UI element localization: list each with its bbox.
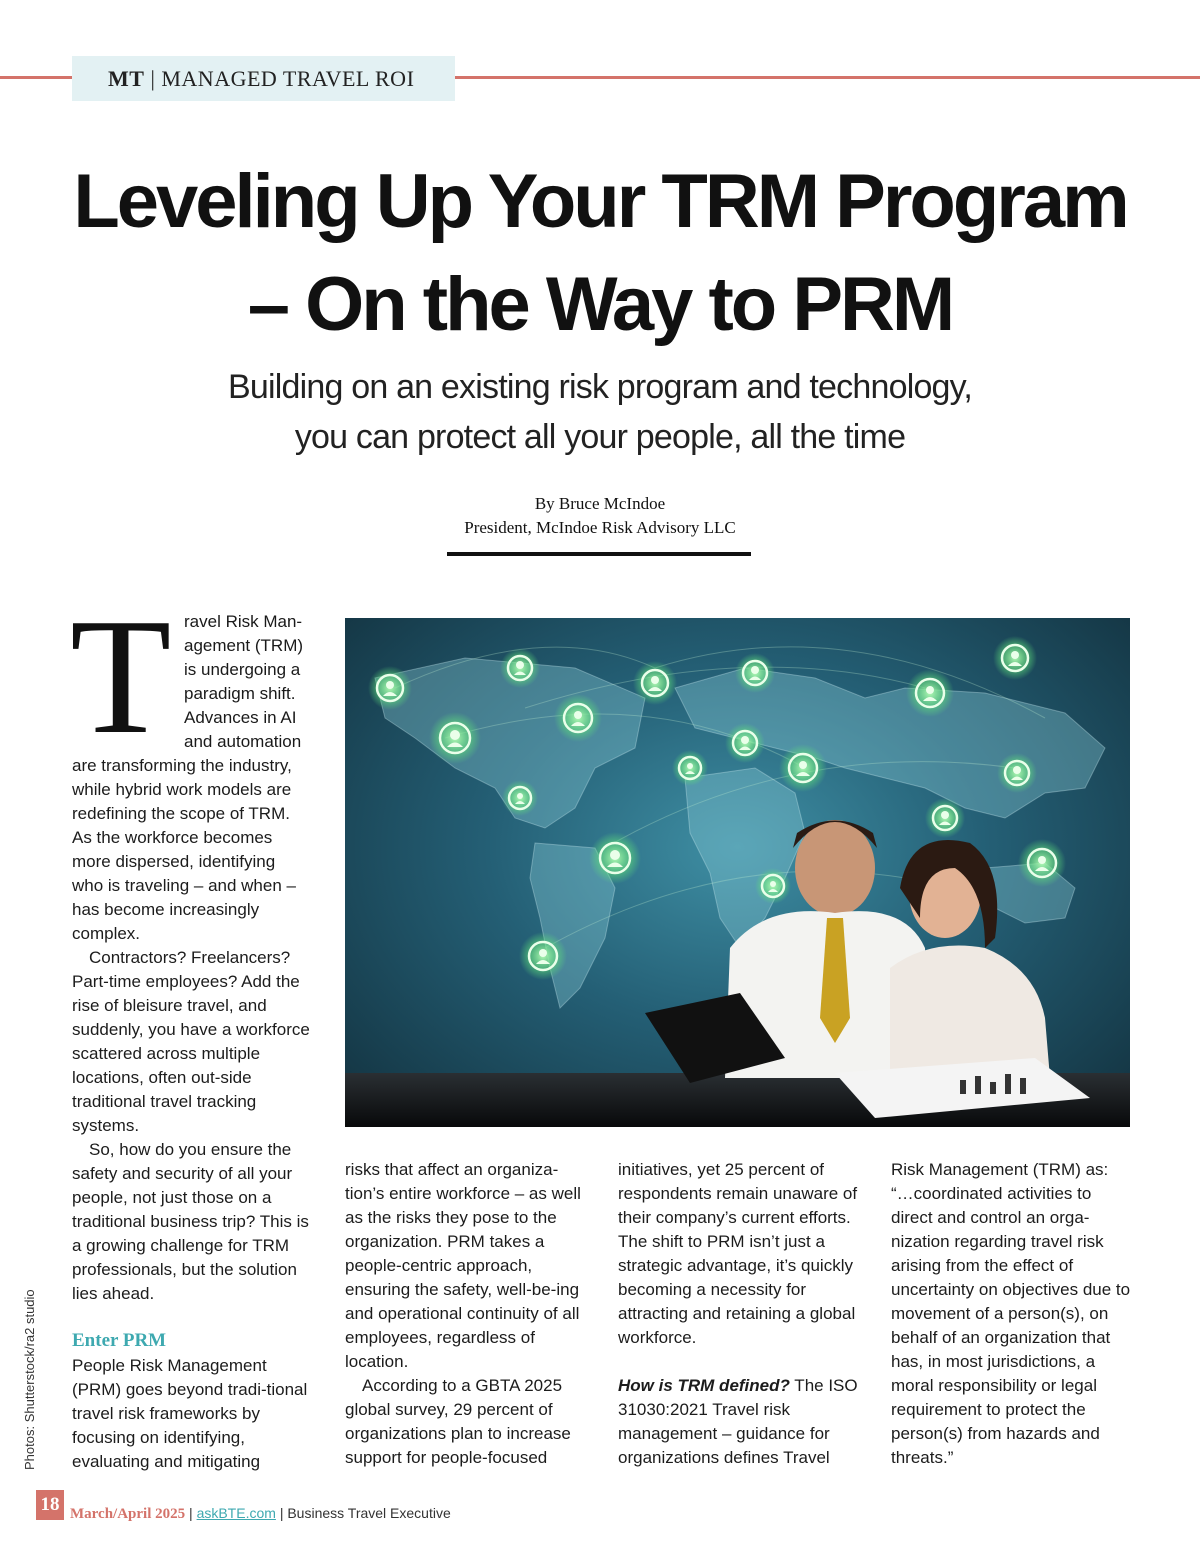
section-heading: Enter PRM [72,1330,167,1351]
title-line-1: Leveling Up Your TRM Program [73,159,1127,244]
column-2 [345,1158,585,1470]
photo-credit: Photos: Shutterstock/ra2 studio [22,1289,37,1470]
paragraph: are transforming the industry, while hybrid work models are redefining the scope of TRM. As the workforce becomes more dispersed, identifying who is traveling – and when – has become increasingly complex. [72,756,296,943]
footer-separator: | [189,1505,193,1521]
author-title: President, McIndoe Risk Advisory LLC [464,518,736,537]
section-name: MANAGED TRAVEL ROI [161,65,415,91]
paragraph: initiatives, yet 25 percent of respondents remain unaware of their company’s current efforts. The shift to PRM isn’t just a strategic advantage, it’s quickly becoming a necessity for attracting and retaining a global workforce. [618,1160,858,1347]
column-1 [72,754,310,1474]
world-map-illustration [345,618,1130,1127]
subtitle-line-1: Building on an existing risk program and technology, [227,368,972,406]
intro-line: paradigm shift. [184,684,296,703]
subtitle-line-2: you can protect all your people, all the time [294,418,906,456]
section-code: MT [108,65,145,91]
header-rule-left [0,76,72,79]
publication-name: Business Travel Executive [287,1505,451,1521]
intro-line: and automation [184,732,302,751]
title-line-2: – On the Way to PRM [247,262,953,347]
issue-date: March/April 2025 [70,1506,186,1522]
paragraph: People Risk Management (PRM) goes beyond tradi-tional travel risk frameworks by focusing on identifying, evaluating and mitigating [72,1356,308,1471]
section-tag [72,56,455,101]
column-4 [891,1158,1131,1470]
lead-in: How is TRM defined? [618,1376,790,1395]
page-number: 18 [36,1490,64,1520]
intro-line: agement (TRM) [184,636,304,655]
footer-separator: | [279,1505,284,1521]
website-link[interactable]: askBTE.com [196,1505,276,1521]
byline-rule [447,552,751,556]
paragraph: So, how do you ensure the safety and security of all your people, not just those on a traditional business trip? This is a growing challenge for TRM professionals, but the solution lies ahead. [72,1140,309,1303]
paragraph: Contractors? Freelancers? Part-time employees? Add the rise of bleisure travel, and suddenly, you have a workforce scattered across multiple locations, often out-side traditional travel tracking systems. [72,948,310,1135]
article-title [60,150,1140,356]
section-separator: | [150,65,156,91]
hero-photo [345,618,1130,1127]
footer [70,1505,451,1523]
byline [400,492,800,540]
drop-cap: T [70,584,172,768]
paragraph-text: The ISO 31030:2021 Travel risk management – guidance for organizations defines Travel [618,1376,858,1467]
paragraph: risks that affect an organiza-tion’s entire workforce – as well as the risks they pose to the organization. PRM takes a people-centric approach, ensuring the safety, well-be-ing and operational continuity of all employees, regardless of location. [345,1160,581,1371]
paragraph [618,1374,858,1470]
intro-lines [184,610,314,754]
header-rule-right [455,76,1200,79]
article-subtitle [100,362,1100,462]
paragraph: Risk Management (TRM) as: “…coordinated activities to direct and control an orga-nization regarding travel risk arising from the effect of uncertainty on objectives due to movement of a person(s), on behalf of an organization that has, in most jurisdictions, a moral responsibility or legal requirement to protect the person(s) from hazards and threats.” [891,1160,1131,1467]
author-name: By Bruce McIndoe [534,494,666,513]
paragraph: According to a GBTA 2025 global survey, 29 percent of organizations plan to increase support for people-focused [345,1376,571,1467]
intro-line: Advances in AI [184,708,297,727]
column-3 [618,1158,858,1470]
intro-line: is undergoing a [184,660,301,679]
intro-line: ravel Risk Man- [184,612,303,631]
